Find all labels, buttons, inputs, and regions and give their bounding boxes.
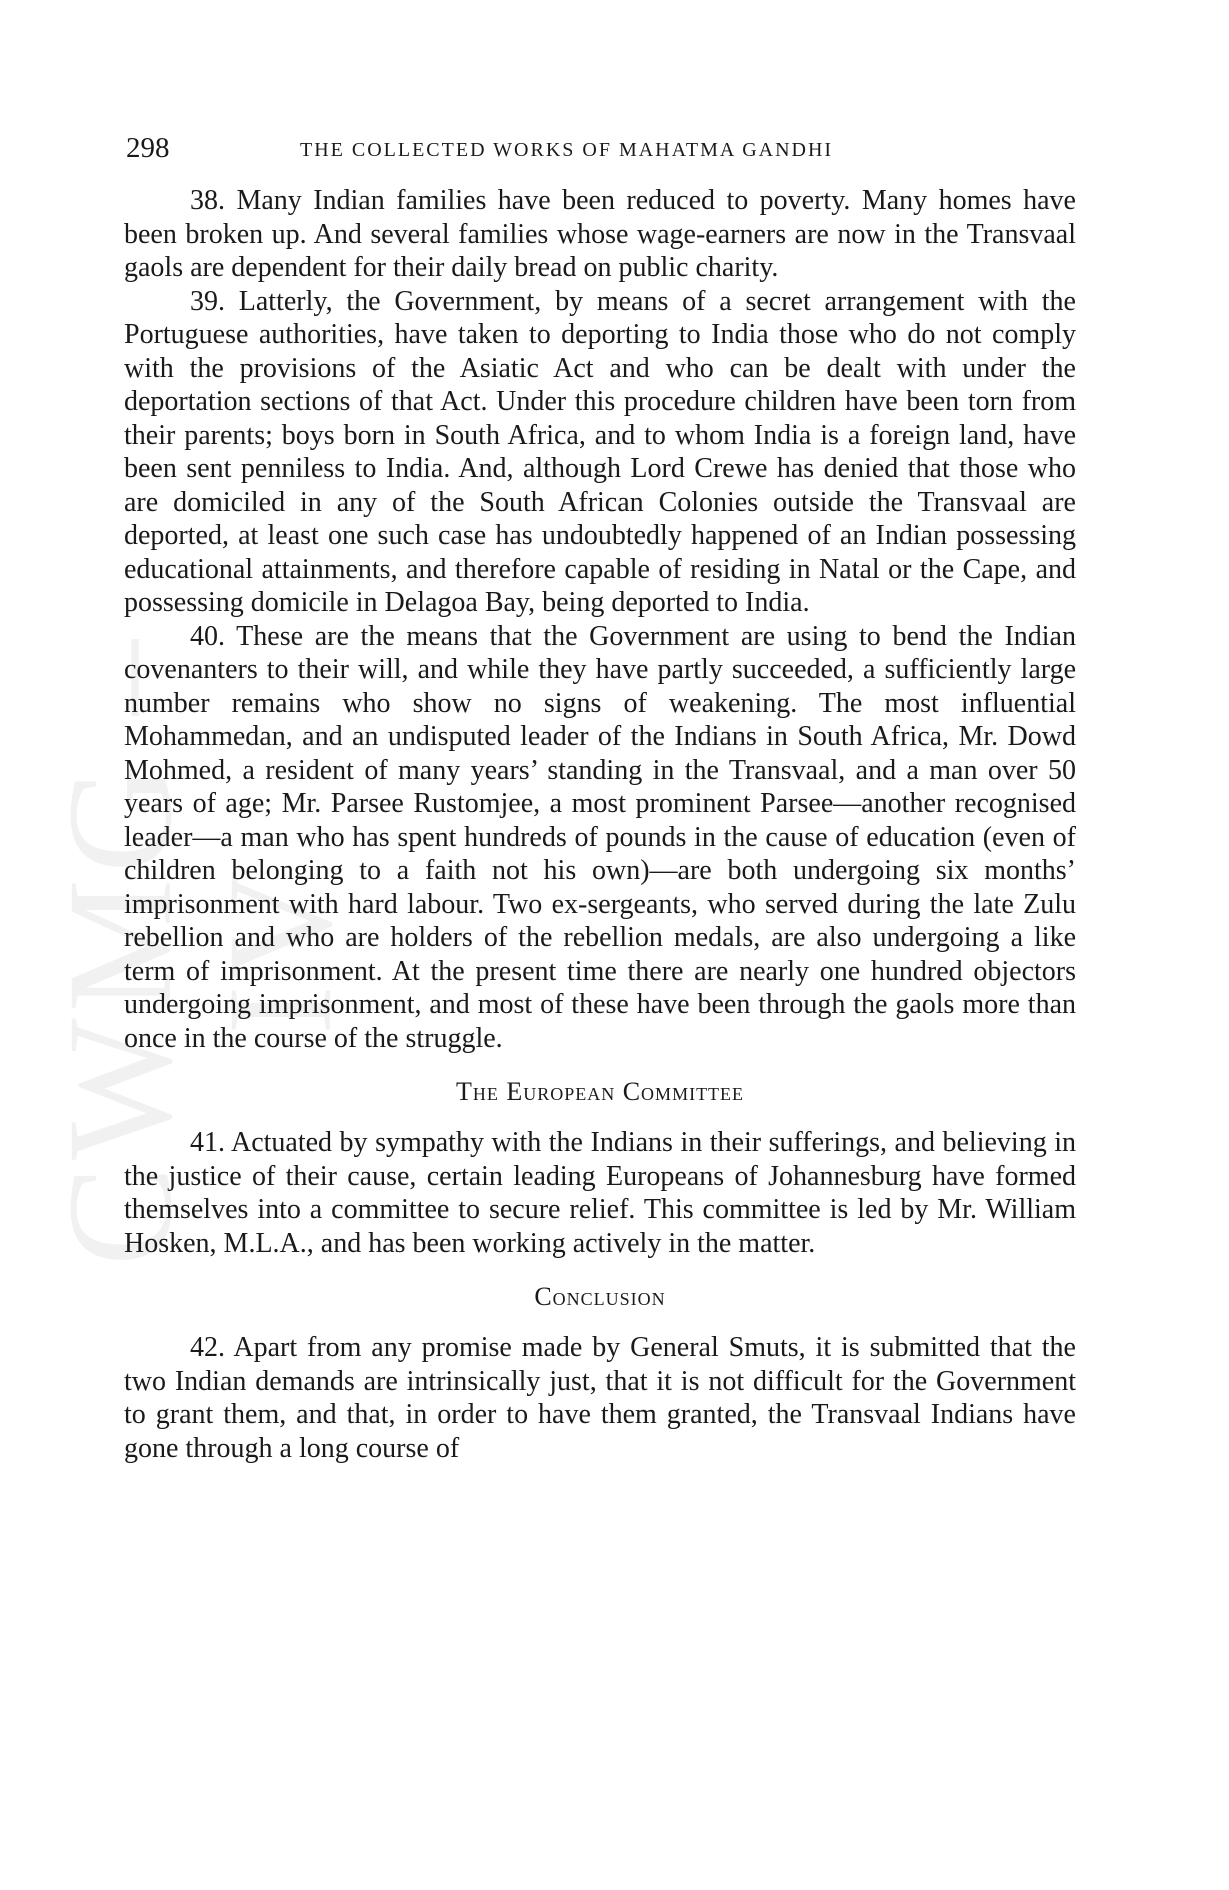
paragraph-39: 39. Latterly, the Government, by means of a secret arrangement with the Portuguese authorities, have taken to deporting to India those who do not comply with the provisions of the Asiatic Act and who can be dealt with under the deportation sections of that Act. Under this procedure children have been torn from their parents; boys born in South Africa, and to whom India is a foreign land, have been sent penniless to India. And, although Lord Crewe has denied that those who are domiciled in any of the South African Colonies outside the Transvaal are deported, at least one such case has undoubtedly happened of an Indian possessing educational attainments, and therefore capable of residing in Natal or the Cape, and possessing domicile in Delagoa Bay, being deported to India. bbox=[124, 285, 1076, 618]
paragraph-41: 41. Actuated by sympathy with the Indians in their sufferings, and believing in the justice of their cause, certain leading Europeans of Johannesburg have formed themselves into a committee to secure relief. This committee is led by Mr. William Hosken, M.L.A., and has been working actively in the matter. bbox=[124, 1127, 1076, 1259]
paragraph-40: 40. These are the means that the Government are using to bend the Indian covenanters to their will, and while they have partly succeeded, a sufficiently large number remains who show no signs of weakening. The most influential Mohammedan, and an undisputed leader of the Indians in South Africa, Mr. Dowd Mohmed, a resident of many years’ standing in the Transvaal, and a man over 50 years of age; Mr. Parsee Rustomjee, a most prominent Parsee—another recognised leader—a man who has spent hundreds of pounds in the cause of education (even of children belonging to a faith not his own)—are both undergoing six months’ imprisonment with hard labour. Two ex-sergeants, who served during the late Zulu rebellion and who are holders of the rebellion medals, are also undergoing a like term of imprisonment. At the present time there are nearly one hundred objectors undergoing imprisonment, and most of these have been through the gaols more than once in the course of the struggle. bbox=[124, 620, 1076, 1054]
section-heading-conclusion: Conclusion bbox=[534, 1282, 666, 1311]
watermark: CWMG – IV bbox=[37, 634, 363, 1266]
page-header bbox=[126, 128, 1076, 168]
page-body bbox=[124, 184, 1076, 1465]
running-title: THE COLLECTED WORKS OF MAHATMA GANDHI bbox=[300, 139, 834, 161]
paragraph-38: 38. Many Indian families have been reduced to poverty. Many homes have been broken up. And several families whose wage-earners are now in the Transvaal gaols are dependent for their daily bread on public charity. bbox=[124, 185, 1076, 283]
paragraph-42: 42. Apart from any promise made by General Smuts, it is submitted that the two Indian demands are intrinsically just, that it is not difficult for the Government to grant them, and that, in order to have them granted, the Transvaal Indians have gone through a long course of bbox=[124, 1332, 1076, 1464]
page-number: 298 bbox=[126, 132, 170, 164]
section-heading-european-committee: The European Committee bbox=[455, 1077, 745, 1106]
